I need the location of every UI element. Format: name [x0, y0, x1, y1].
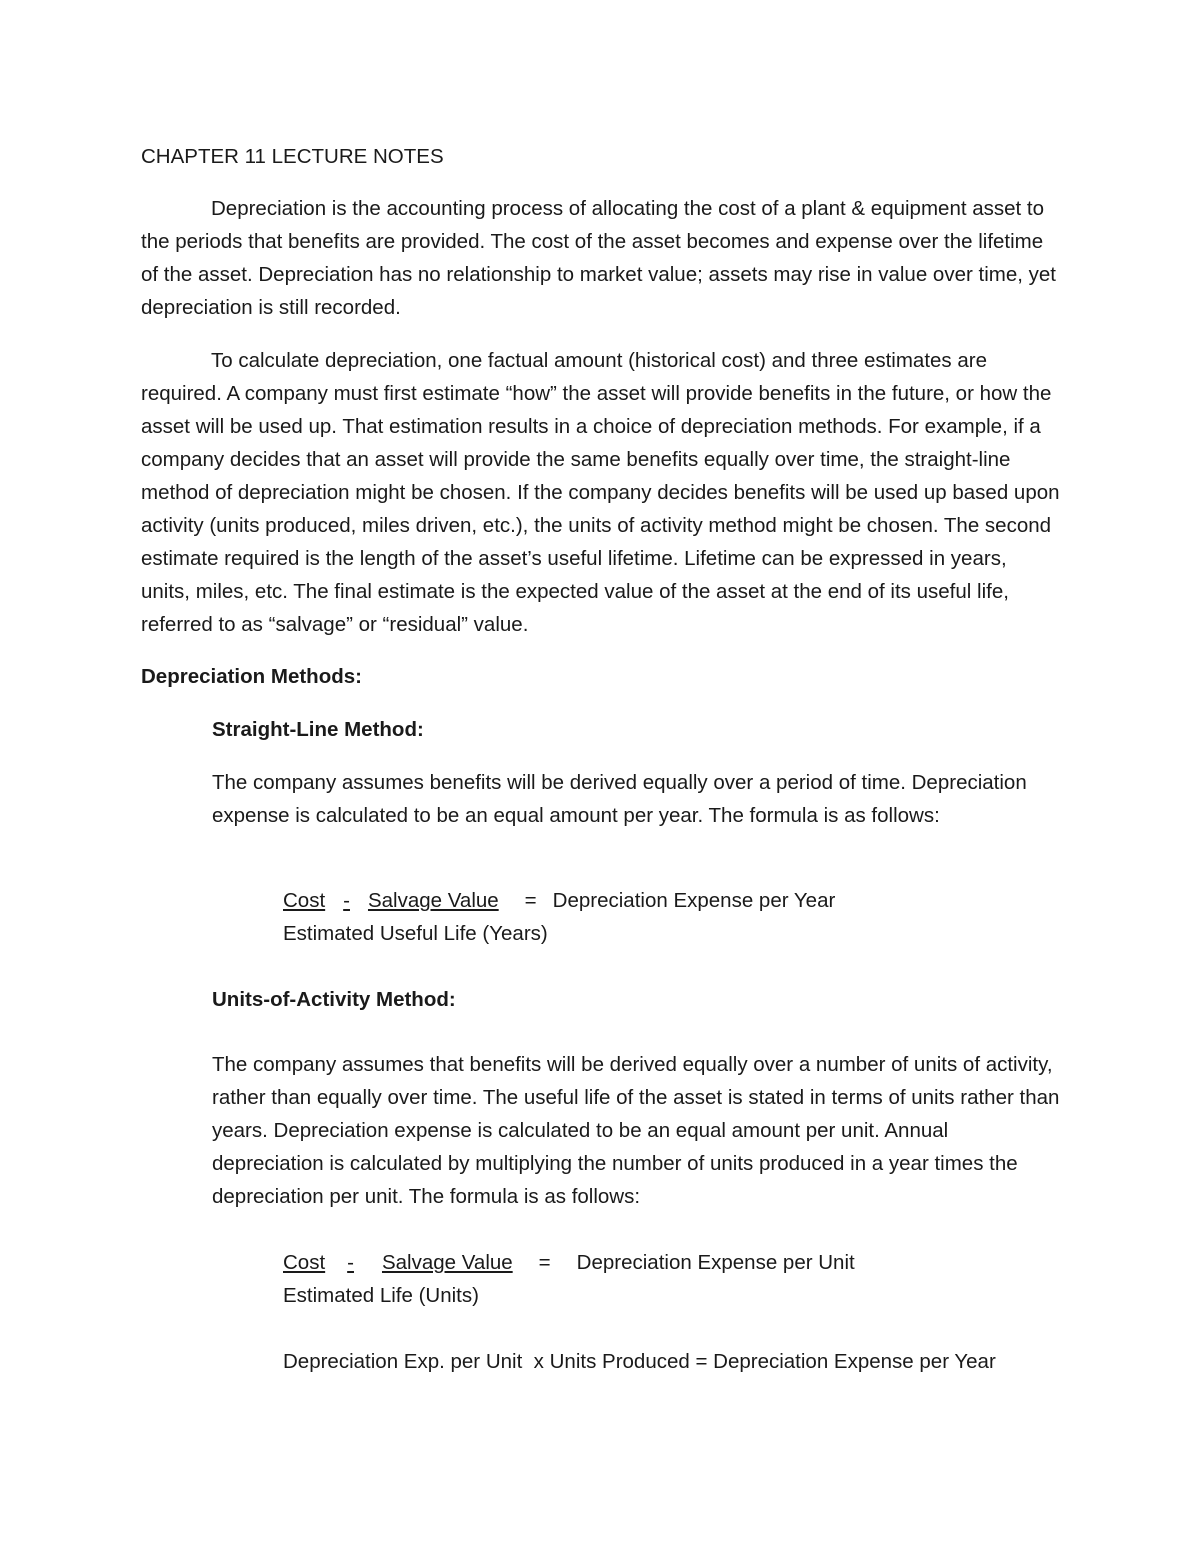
formula-denominator: Estimated Life (Units) — [283, 1284, 479, 1307]
formula-result: Depreciation Expense per Unit — [576, 1251, 855, 1274]
formula-equals: = — [538, 1251, 551, 1274]
straight-line-formula — [283, 884, 835, 917]
units-activity-heading: Units-of-Activity Method: — [212, 988, 456, 1011]
straight-line-heading: Straight-Line Method: — [212, 718, 424, 741]
formula-result: Depreciation Expense per Year — [552, 889, 836, 912]
straight-line-body: The company assumes benefits will be derived equally over a period of time. Depreciation expense is calculated to be an equal amount per year. The formula is as follows: — [212, 771, 1027, 827]
methods-heading: Depreciation Methods: — [141, 665, 362, 688]
units-activity-formula — [283, 1246, 855, 1279]
intro-paragraph: Depreciation is the accounting process of allocating the cost of a plant & equipment asset to the periods that benefits are provided. The cost of the asset becomes and expense over the lifetime of the asset. Depreciation has no relationship to market value; assets may rise in value over time, yet depreciation is still recorded. — [141, 197, 1056, 319]
units-activity-body: The company assumes that benefits will be derived equally over a number of units of activity, rather than equally over time. The useful life of the asset is stated in terms of units rather than years. Depreciation expense is calculated to be an equal amount per unit. Annual depreciation is calculated by multiplying the number of units produced in a year times the depreciation per unit. The formula is as follows: — [212, 1053, 1060, 1208]
formula-equals: = — [524, 889, 537, 912]
estimates-paragraph: To calculate depreciation, one factual amount (historical cost) and three estimates are required. A company must first estimate “how” the asset will provide benefits in the future, or how the asset will be used up. That estimation results in a choice of depreciation methods. For example, if a company decides that an asset will provide the same benefits equally over time, the straight-line method of depreciation might be chosen. If the company decides benefits will be used up based upon activity (units produced, miles driven, etc.), the units of activity method might be chosen. The second estimate required is the length of the asset’s useful lifetime. Lifetime can be expressed in years, units, miles, etc. The final estimate is the expected value of the asset at the end of its useful life, referred to as “salvage” or “residual” value. — [141, 349, 1060, 636]
formula-denominator: Estimated Useful Life (Years) — [283, 922, 548, 945]
page-title: CHAPTER 11 LECTURE NOTES — [141, 145, 444, 168]
formula-numerator: Cost - Salvage Value — [283, 889, 499, 912]
annual-depreciation-formula: Depreciation Exp. per Unit x Units Produced = Depreciation Expense per Year — [283, 1350, 996, 1373]
formula-numerator: Cost - Salvage Value — [283, 1251, 513, 1274]
